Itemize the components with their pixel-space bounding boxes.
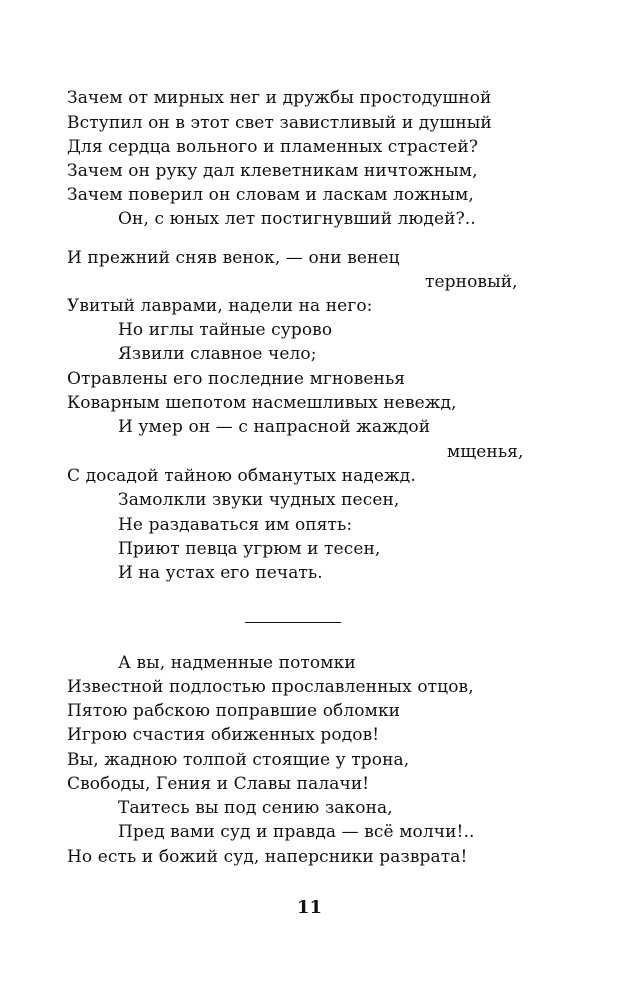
poem-line: Язвили славное чело; (118, 344, 317, 364)
poem-line: Коварным шепотом насмешливых невежд, (67, 393, 457, 413)
poem-line: Таитесь вы под сению закона, (118, 798, 393, 818)
poem-line: Вступил он в этот свет завистливый и душный (67, 113, 492, 133)
poem-line: Не раздаваться им опять: (118, 515, 353, 535)
poem-line: Он, с юных лет постигнувший людей?.. (118, 209, 476, 229)
poem-line-continuation: терновый, (425, 272, 518, 292)
poem-line: Пятою рабскою поправшие обломки (67, 701, 401, 721)
poem-line: А вы, надменные потомки (118, 653, 356, 673)
poem-line: Пред вами суд и правда — всё молчи!.. (118, 822, 475, 842)
poem-line: Известной подлостью прославленных отцов, (67, 677, 474, 697)
poem-line: Свободы, Гения и Славы палачи! (67, 774, 370, 794)
poem-line: И прежний сняв венок, — они венец (67, 248, 400, 268)
poem-line: Но есть и божий суд, наперсники разврата! (67, 847, 468, 867)
poem-line: Зачем поверил он словам и ласкам ложным, (67, 185, 474, 205)
poem-line-continuation: мщенья, (447, 442, 524, 462)
poem-line: Вы, жадною толпой стоящие у трона, (67, 750, 410, 770)
poem-line: Но иглы тайные сурово (118, 320, 333, 340)
poem-line: И на устах его печать. (118, 563, 323, 583)
poem-line: Зачем он руку дал клеветникам ничтожным, (67, 161, 478, 181)
page-number: 11 (296, 897, 323, 918)
poem-line: Игрою счастия обиженных родов! (67, 725, 380, 745)
poem-line: И умер он — с напрасной жаждой (118, 417, 431, 437)
poem-line: Отравлены его последние мгновенья (67, 369, 406, 389)
poem-line: Для сердца вольного и пламенных страстей? (67, 137, 479, 157)
poem-line: Замолкли звуки чудных песен, (118, 490, 400, 510)
section-divider (245, 622, 341, 623)
poem-line: Зачем от мирных нег и дружбы простодушной (67, 88, 492, 108)
poem-line: Приют певца угрюм и тесен, (118, 539, 381, 559)
poem-line: Увитый лаврами, надели на него: (67, 296, 373, 316)
poem-line: С досадой тайною обманутых надежд. (67, 466, 416, 486)
